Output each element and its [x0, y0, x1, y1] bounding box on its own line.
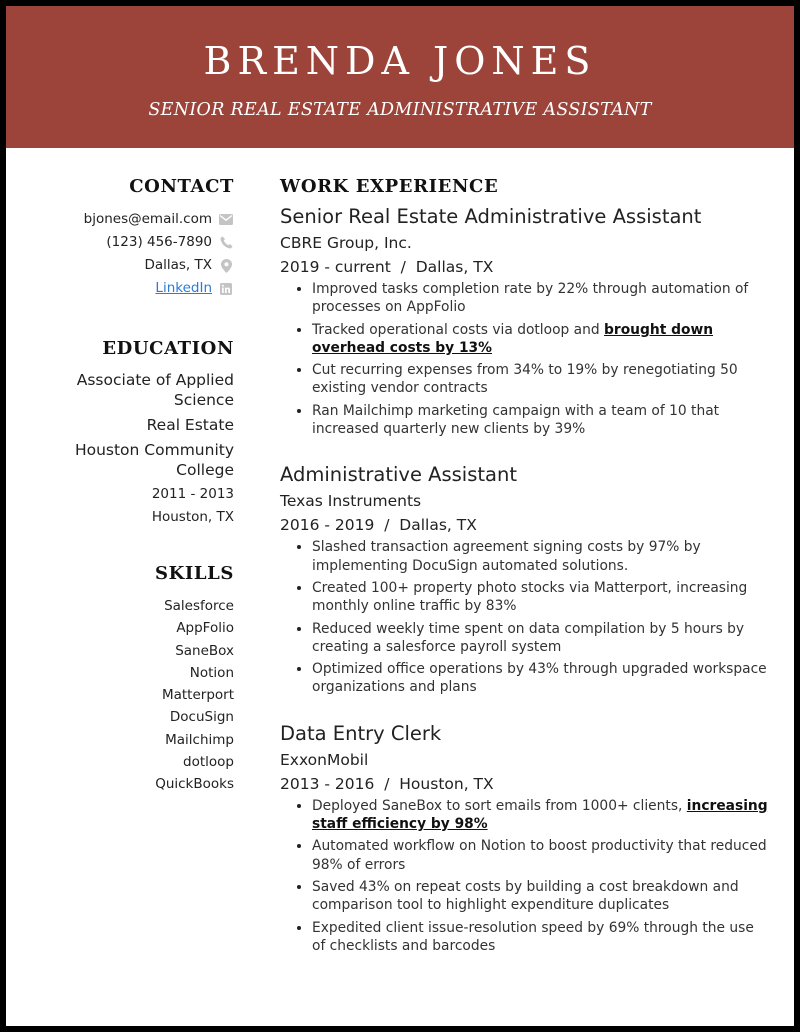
bullet-item	[312, 579, 770, 616]
envelope-icon	[218, 213, 234, 227]
job-dates-location: 2019 - current / Dallas, TX	[280, 258, 494, 276]
job-bullets	[280, 797, 770, 955]
candidate-title: SENIOR REAL ESTATE ADMINISTRATIVE ASSISTANT	[148, 100, 652, 120]
bullet-item	[312, 538, 770, 575]
bullet-text: Slashed transaction agreement signing costs by 97% by implementing DocuSign automated solutions.	[312, 539, 701, 574]
contact-heading: CONTACT	[129, 176, 234, 197]
linkedin-icon	[218, 282, 234, 296]
bullet-item	[312, 660, 770, 697]
school-name: Houston Community College	[74, 441, 234, 479]
bullet-text: Ran Mailchimp marketing campaign with a team of 10 that increased quarterly new clients by 39%	[312, 402, 720, 438]
bullet-text: Saved 43% on repeat costs by building a cost breakdown and comparison tool to highlight expenditure duplicates	[312, 878, 739, 914]
email-row	[36, 208, 234, 231]
bullet-item	[312, 321, 770, 358]
job-bullets	[280, 538, 770, 696]
bullet-text: Deployed SaneBox to sort emails from 1000+ clients,	[312, 797, 687, 814]
bullet-text: Expedited client issue-resolution speed by 69% through the use of checklists and barcodes	[312, 919, 754, 954]
education-section	[36, 336, 234, 527]
skills-heading: SKILLS	[155, 563, 234, 584]
contact-section	[36, 174, 234, 300]
job-location: Dallas, TX	[399, 516, 477, 535]
location-text: Dallas, TX	[144, 257, 212, 273]
job-bullets	[280, 280, 770, 438]
work-experience-heading: WORK EXPERIENCE	[280, 176, 499, 197]
candidate-name: BRENDA JONES	[203, 39, 597, 83]
bullet-item	[312, 837, 770, 874]
map-pin-icon	[218, 259, 234, 273]
bullet-item	[312, 361, 770, 398]
skill-item: AppFolio	[176, 620, 234, 637]
bullet-item	[312, 620, 770, 657]
bullet-item	[312, 280, 770, 317]
job-title: Senior Real Estate Administrative Assistant	[280, 205, 702, 228]
bullet-item	[312, 797, 770, 834]
skill-item: SaneBox	[175, 642, 234, 659]
resume-page	[6, 6, 794, 1026]
email-text: bjones@email.com	[83, 211, 212, 227]
bullet-highlight: brought down overhead costs by 13%	[312, 321, 714, 356]
job-dates: 2013 - 2016	[280, 774, 375, 793]
location-row	[36, 254, 234, 277]
job-entry	[280, 721, 770, 955]
phone-row	[36, 231, 234, 254]
education-years: 2011 - 2013	[151, 486, 234, 502]
skill-item: Matterport	[161, 687, 234, 704]
job-dates-location: 2013 - 2016 / Houston, TX	[280, 774, 494, 793]
bullet-text: Created 100+ property photo stocks via Matterport, increasing monthly online traffic by 83%	[312, 579, 748, 615]
bullet-text: Improved tasks completion rate by 22% through automation of processes on AppFolio	[312, 281, 749, 316]
job-entry	[280, 204, 770, 438]
bullet-item	[312, 878, 770, 915]
bullet-item	[312, 402, 770, 439]
skill-item: Salesforce	[164, 598, 234, 614]
field-of-study: Real Estate	[146, 416, 234, 434]
bullet-item	[312, 919, 770, 956]
bullet-highlight: increasing staff efficiency by 98%	[312, 797, 768, 833]
bullet-text: Reduced weekly time spent on data compilation by 5 hours by creating a salesforce payroll system	[312, 620, 745, 655]
job-dates: 2019 - current	[280, 258, 391, 276]
phone-text: (123) 456-7890	[106, 234, 212, 250]
phone-icon	[218, 236, 234, 250]
job-title: Administrative Assistant	[280, 463, 517, 487]
right-column	[280, 174, 770, 959]
company-name: CBRE Group, Inc.	[280, 234, 412, 252]
company-name: ExxonMobil	[280, 750, 369, 769]
job-location: Dallas, TX	[415, 258, 494, 276]
skill-item: DocuSign	[169, 709, 234, 726]
job-entry	[280, 462, 770, 696]
skill-item: Mailchimp	[165, 731, 234, 748]
skill-item: dotloop	[183, 754, 234, 771]
bullet-text: Tracked operational costs via dotloop and	[312, 321, 605, 338]
degree: Associate of Applied Science	[76, 371, 234, 409]
education-heading: EDUCATION	[102, 338, 234, 359]
job-location: Houston, TX	[399, 774, 494, 793]
bullet-text: Automated workflow on Notion to boost productivity that reduced 98% of errors	[312, 838, 767, 873]
linkedin-link[interactable]: LinkedIn	[155, 280, 212, 296]
education-location: Houston, TX	[151, 509, 234, 525]
left-column	[36, 174, 234, 796]
skill-item: Notion	[189, 664, 234, 681]
job-title: Data Entry Clerk	[280, 721, 442, 745]
resume-header	[6, 6, 794, 148]
bullet-text: Optimized office operations by 43% through upgraded workspace organizations and plans	[312, 661, 767, 696]
job-dates: 2016 - 2019	[280, 516, 375, 535]
skill-item: QuickBooks	[155, 776, 234, 793]
job-dates-location: 2016 - 2019 / Dallas, TX	[280, 516, 477, 535]
company-name: Texas Instruments	[280, 492, 422, 511]
bullet-text: Cut recurring expenses from 34% to 19% by renegotiating 50 existing vendor contracts	[312, 362, 738, 397]
linkedin-row	[36, 277, 234, 300]
skills-section	[36, 561, 234, 796]
